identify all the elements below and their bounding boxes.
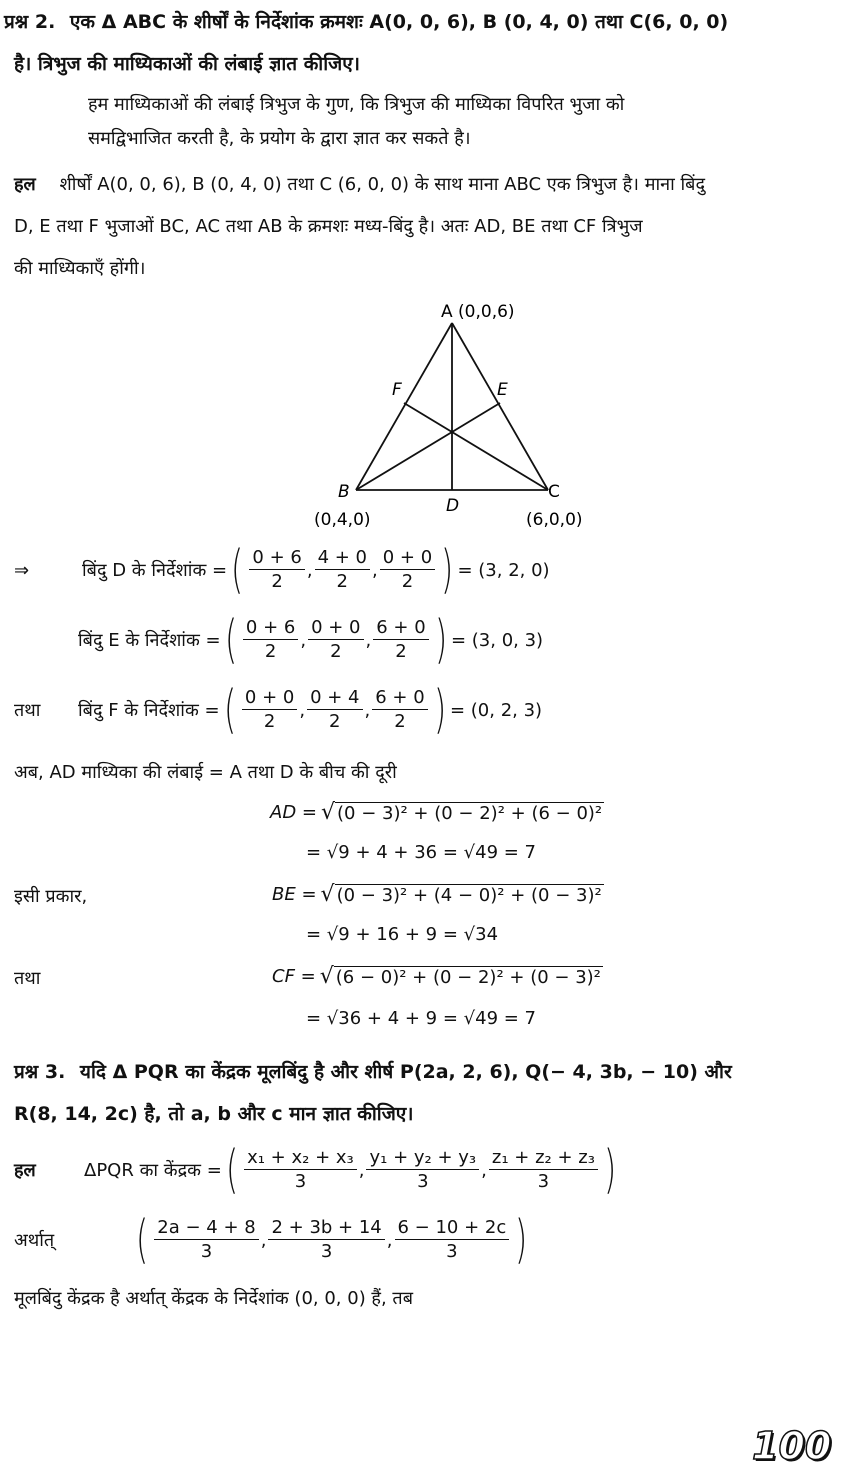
ad-formula	[270, 800, 604, 825]
ad-step: = √9 + 4 + 36 = √49 = 7	[306, 842, 537, 863]
midpoint-d-row: ⇒ बिंदु D के निर्देशांक = ( $\frac{0 + 6}{2}$ , $\frac{4 + 0}{2}$ , $\frac{0 + 0}{2}$ ) = (3, 2, 0)	[14, 540, 550, 600]
sqrt-sign: √	[320, 800, 336, 825]
fraction: $\frac{0 + 6}{2}$	[249, 547, 304, 594]
cf-step: = √36 + 4 + 9 = √49 = 7	[306, 1008, 537, 1029]
midpoint-f-label: बिंदु F के निर्देशांक =	[78, 700, 220, 721]
question-2-label: प्रश्न 2.	[4, 11, 56, 33]
midpoint-e-label: बिंदु E के निर्देशांक =	[78, 630, 221, 651]
question-2-line-2: है। त्रिभुज की माध्यिकाओं की लंबाई ज्ञात कीजिए।	[14, 53, 360, 75]
implies-arrow: ⇒	[14, 559, 30, 581]
solution-line-2: D, E तथा F भुजाओं BC, AC तथा AB के क्रमशः मध्य-बिंदु है। अतः AD, BE तथा CF त्रिभुज	[14, 216, 643, 237]
sqrt-sign: √	[320, 882, 335, 907]
label-d: D	[446, 496, 460, 516]
hint-line-1: हम माध्यिकाओं की लंबाई त्रिभुज के गुण, कि त्रिभुज की माध्यिका विपरित भुजा को	[88, 94, 625, 115]
last-line: मूलबिंदु केंद्रक है अर्थात् केंद्रक के निर्देशांक (0, 0, 0) हैं, तब	[14, 1288, 413, 1309]
label-c: C	[548, 482, 560, 502]
midpoint-e-row: बिंदु E के निर्देशांक = ( $\frac{0 + 6}{2}$ , $\frac{0 + 0}{2}$ , $\frac{6 + 0}{2}$ ) = (3, 0, 3)	[78, 610, 544, 670]
label-b: B	[338, 482, 350, 502]
median-cf	[404, 403, 548, 490]
centroid-row: हल ΔPQR का केंद्रक = ( $\frac{\text{x₁ + x₂ + x₃}}{3}$ , $\frac{\text{y₁ + y₂ + y₃}}{3}$ , $\frac{\text{z₁ + z₂ + z₃}}{3}$ )	[14, 1140, 617, 1200]
length-intro: अब, AD माध्यिका की लंबाई = A तथा D के बीच की दूरी	[14, 762, 397, 783]
left-paren: (	[231, 540, 244, 600]
q3-solution-label: हल	[14, 1160, 36, 1181]
left-paren: (	[136, 1210, 149, 1270]
fraction: $\frac{0 + 0}{2}$	[242, 687, 297, 734]
fraction: $\frac{0 + 0}{2}$	[308, 617, 363, 664]
left-paren: (	[224, 610, 237, 670]
midpoint-f-row: तथा बिंदु F के निर्देशांक = ( $\frac{0 + 0}{2}$ , $\frac{0 + 4}{2}$ , $\frac{6 + 0}{2}$ ) = (0, 2, 3)	[14, 680, 543, 740]
question-3-text: यदि Δ PQR का केंद्रक मूलबिंदु है और शीर्ष P(2a, 2, 6), Q(− 4, 3b, − 10) और	[79, 1061, 732, 1083]
fraction: $\frac{0 + 6}{2}$	[243, 617, 298, 664]
right-paren: )	[515, 1210, 528, 1270]
midpoint-d-result: = (3, 2, 0)	[457, 559, 550, 581]
solution-line-3: की माध्यिकाएँ होंगी।	[14, 258, 146, 279]
right-paren: )	[441, 540, 454, 600]
right-paren: )	[603, 1140, 617, 1200]
be-radicand: (0 − 3)² + (4 − 0)² + (0 − 3)²	[336, 884, 602, 906]
coords-b: (0,4,0)	[314, 510, 371, 530]
fraction: $\frac{2 + 3b + 14}{3}$	[268, 1217, 384, 1264]
median-be	[356, 403, 500, 490]
centroid-label: ΔPQR का केंद्रक =	[84, 1160, 222, 1181]
fraction: $\frac{\text{x₁ + x₂ + x₃}}{3}$	[244, 1147, 357, 1194]
right-paren: )	[433, 680, 446, 740]
fraction: $\frac{4 + 0}{2}$	[315, 547, 370, 594]
question-3-line-1	[14, 1058, 732, 1084]
cf-lhs: CF =	[272, 966, 316, 987]
solution-label: हल	[14, 174, 36, 195]
coords-c: (6,0,0)	[526, 510, 583, 530]
hint-line-2: समद्विभाजित करती है, के प्रयोग के द्वारा ज्ञात कर सकते है।	[88, 128, 471, 149]
i-e-row: अर्थात् ( $\frac{2a - 4 + 8}{3}$ , $\frac{2 + 3b + 14}{3}$ , $\frac{6 - 10 + 2c}{3}$ )	[14, 1210, 528, 1270]
label-a: A (0,0,6)	[441, 302, 515, 322]
question-3-label: प्रश्न 3.	[14, 1061, 66, 1083]
question-2-text: एक Δ ABC के शीर्षों के निर्देशांक क्रमशः A(0, 0, 6), B (0, 4, 0) तथा C(6, 0, 0)	[69, 11, 729, 33]
be-step: = √9 + 16 + 9 = √34	[306, 924, 499, 945]
similarly-label: इसी प्रकार,	[14, 886, 88, 907]
and-prefix: तथा	[14, 700, 41, 721]
cf-formula	[272, 964, 603, 989]
sqrt-sign: √	[319, 964, 334, 989]
fraction: $\frac{0 + 0}{2}$	[380, 547, 435, 594]
midpoint-f-result: = (0, 2, 3)	[449, 699, 543, 721]
question-2-line-1	[4, 8, 728, 34]
fraction: $\frac{2a - 4 + 8}{3}$	[154, 1217, 258, 1264]
be-lhs: BE =	[272, 884, 317, 905]
question-3-line-2: R(8, 14, 2c) है, तो a, b और c मान ज्ञात कीजिए।	[14, 1103, 414, 1125]
triangle-diagram	[300, 295, 620, 540]
ad-lhs: AD =	[270, 802, 317, 823]
midpoint-e-result: = (3, 0, 3)	[450, 629, 544, 651]
page-number: 100	[752, 1424, 832, 1468]
fraction: $\frac{6 - 10 + 2c}{3}$	[395, 1217, 510, 1264]
ad-radicand: (0 − 3)² + (0 − 2)² + (6 − 0)²	[337, 802, 603, 824]
fraction: $\frac{\text{y₁ + y₂ + y₃}}{3}$	[366, 1147, 479, 1194]
fraction: $\frac{6 + 0}{2}$	[372, 687, 427, 734]
fraction: $\frac{\text{z₁ + z₂ + z₃}}{3}$	[489, 1147, 598, 1194]
midpoint-d-label: बिंदु D के निर्देशांक =	[82, 560, 228, 581]
side-ab	[356, 323, 452, 490]
left-paren: (	[225, 1140, 239, 1200]
be-formula	[272, 882, 604, 907]
label-f: F	[392, 380, 402, 400]
left-paren: (	[223, 680, 236, 740]
cf-radicand: (6 − 0)² + (0 − 2)² + (0 − 3)²	[335, 966, 601, 988]
solution-text-1: शीर्षों A(0, 0, 6), B (0, 4, 0) तथा C (6, 0, 0) के साथ माना ABC एक त्रिभुज है। माना बिंदु	[59, 174, 706, 195]
label-e: E	[497, 380, 508, 400]
fraction: $\frac{6 + 0}{2}$	[373, 617, 428, 664]
side-ac	[452, 323, 548, 490]
and-label: तथा	[14, 968, 41, 989]
i-e-label: अर्थात्	[14, 1230, 55, 1251]
fraction: $\frac{0 + 4}{2}$	[307, 687, 362, 734]
solution-line-1	[14, 172, 705, 196]
right-paren: )	[434, 610, 447, 670]
